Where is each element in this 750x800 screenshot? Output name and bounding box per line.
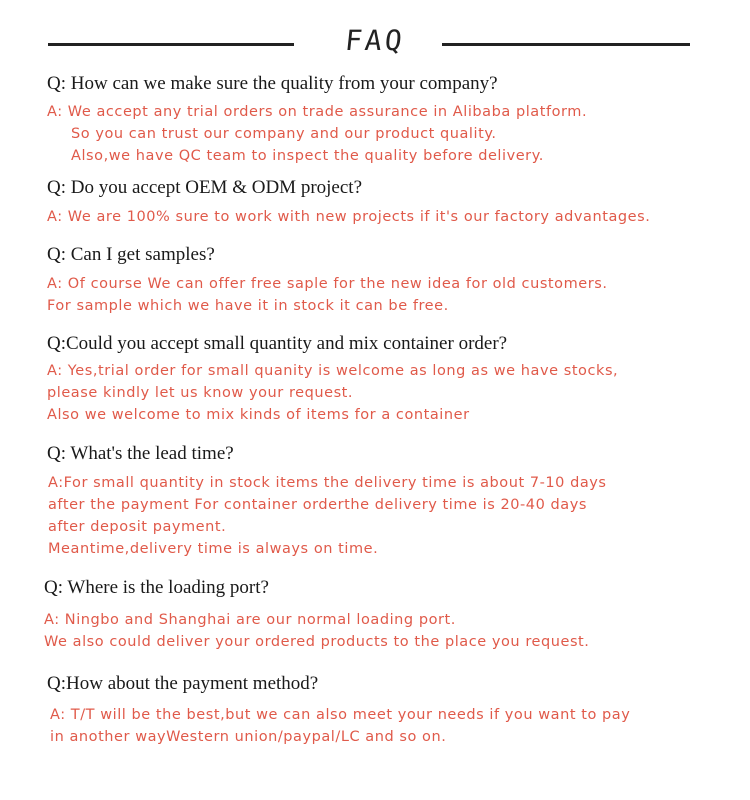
answer-line: A:For small quantity in stock items the delivery time is about 7-10 days [48,475,607,491]
answer-line: after deposit payment. [48,519,227,535]
answer-line: after the payment For container orderthe delivery time is 20-40 days [48,497,587,513]
answer-line: For sample which we have it in stock it can be free. [47,298,449,314]
faq-question: Q: Can I get samples? [47,244,215,265]
answer-line: please kindly let us know your request. [47,385,354,401]
faq-answer [47,360,618,426]
faq-question: Q:How about the payment method? [47,673,319,694]
page-title: FAQ [343,24,407,57]
answer-line: A: Of course We can offer free saple for the new idea for old customers. [47,276,608,292]
faq-question: Q: How can we make sure the quality from your company? [47,73,498,94]
answer-line: Also,we have QC team to inspect the quality before delivery. [71,148,544,164]
faq-question: Q: What's the lead time? [47,443,234,464]
right-divider-line [442,43,690,46]
answer-line: A: We are 100% sure to work with new projects if it's our factory advantages. [47,209,651,225]
faq-answer [44,609,589,653]
faq-answer [47,101,587,167]
answer-line: in another wayWestern union/paypal/LC and so on. [50,729,447,745]
answer-line: A: Ningbo and Shanghai are our normal loading port. [44,612,456,628]
faq-question: Q:Could you accept small quantity and mix container order? [47,333,508,354]
faq-question: Q: Do you accept OEM & ODM project? [47,177,363,198]
answer-line: We also could deliver your ordered products to the place you request. [44,634,590,650]
faq-question: Q: Where is the loading port? [44,577,269,598]
answer-line: So you can trust our company and our product quality. [71,126,497,142]
faq-answer [50,704,630,748]
answer-line: A: T/T will be the best,but we can also meet your needs if you want to pay [50,707,631,723]
answer-line: Meantime,delivery time is always on time. [48,541,379,557]
answer-line: A: We accept any trial orders on trade assurance in Alibaba platform. [47,104,588,120]
faq-header [0,0,750,70]
faq-answer [47,273,608,317]
answer-line: Also we welcome to mix kinds of items for a container [47,407,470,423]
answer-line: A: Yes,trial order for small quanity is welcome as long as we have stocks, [47,363,619,379]
faq-answer [47,206,650,228]
faq-answer [48,472,607,560]
